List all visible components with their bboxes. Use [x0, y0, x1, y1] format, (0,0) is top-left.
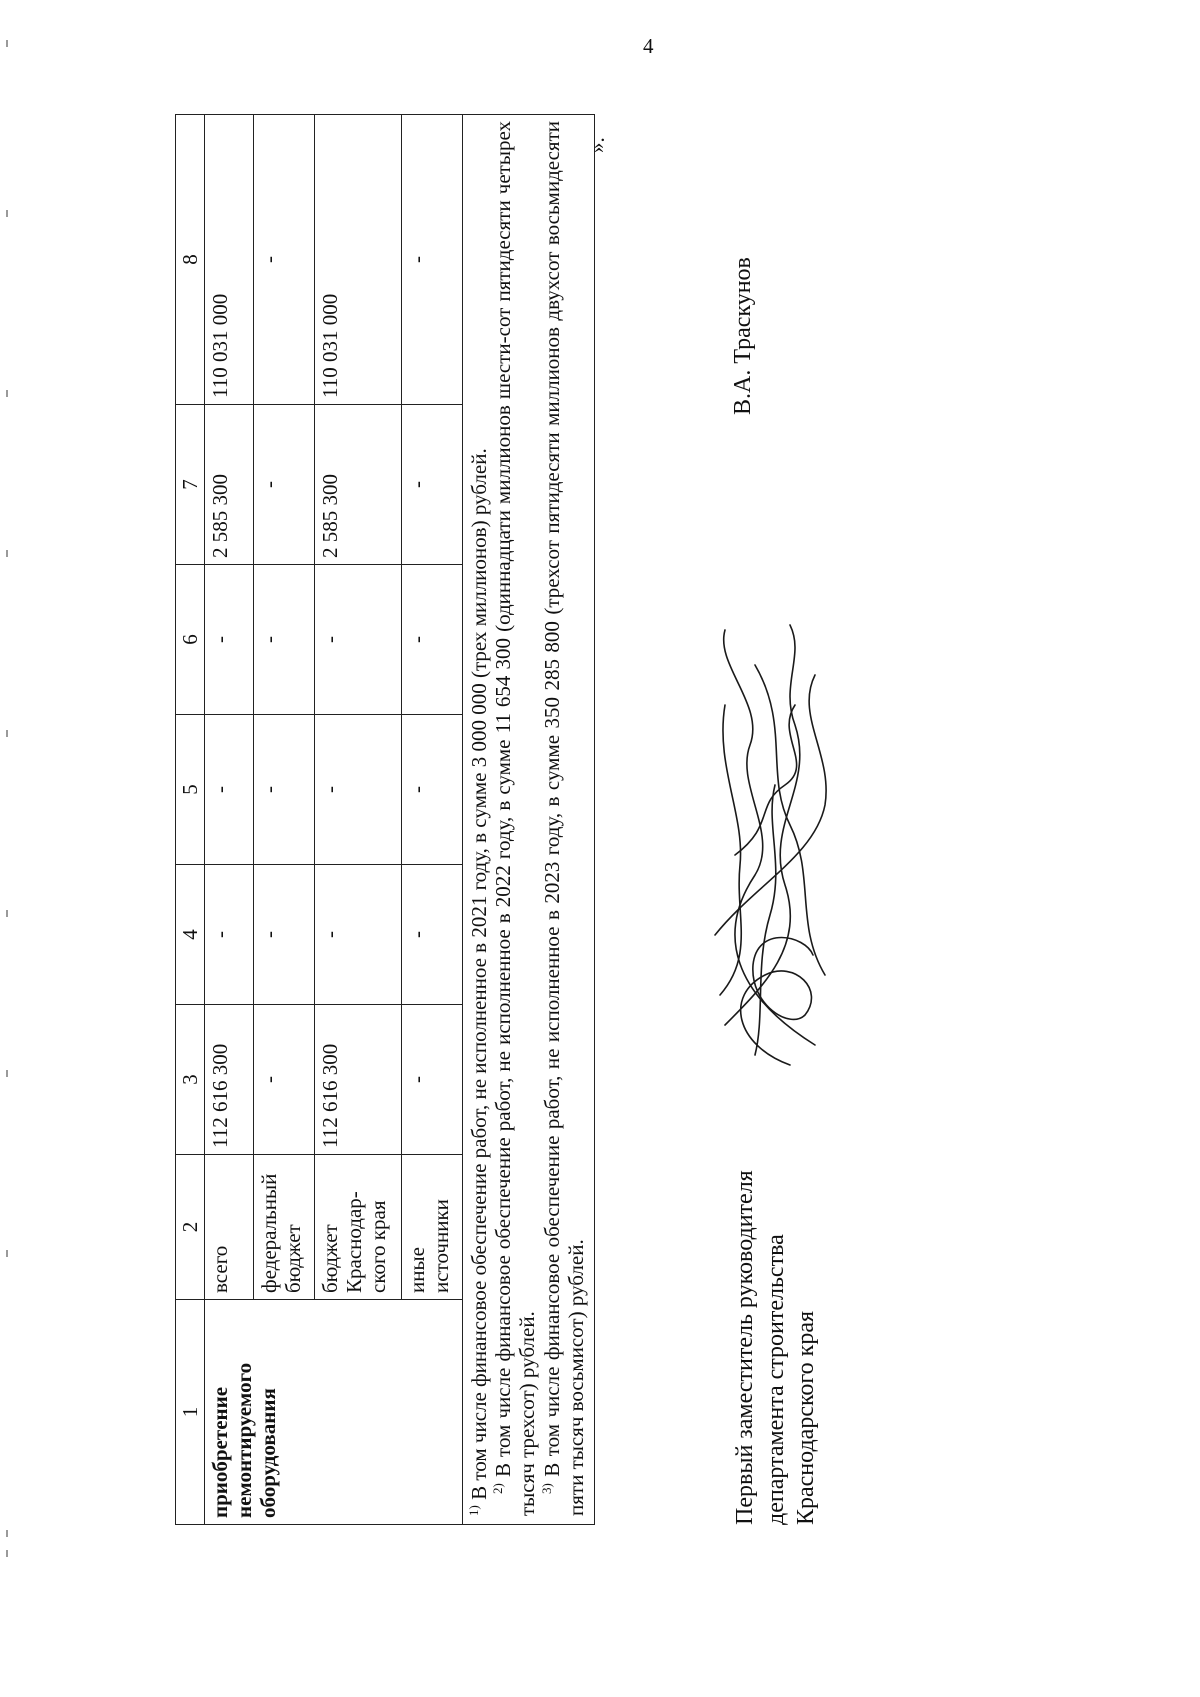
- col-number: 2: [176, 1155, 205, 1300]
- cell-col7: 2 585 300: [315, 405, 402, 565]
- footnotes-cell: [463, 115, 595, 1525]
- financing-table: [175, 114, 595, 1525]
- footnote: $^{1)}$ В том числе финансовое обеспечение работ, не исполненное в 2021 году, в сумме 3 000 000 (трех миллионов) рублей.: [466, 448, 492, 1516]
- funding-source: федеральный бюджет: [254, 1155, 315, 1300]
- col-number: 4: [176, 865, 205, 1005]
- cell-col5: -: [402, 715, 463, 865]
- table-row: [205, 115, 254, 1525]
- cell-col4: -: [402, 865, 463, 1005]
- cell-col5: -: [315, 715, 402, 865]
- rotated-content: [175, 115, 820, 1525]
- signer-name: В.А. Траскунов: [730, 257, 756, 415]
- cell-col7: -: [254, 405, 315, 565]
- funding-source: всего: [205, 1155, 254, 1300]
- cell-col8: 110 031 000: [315, 115, 402, 405]
- cell-col6: -: [205, 565, 254, 715]
- col-number: 8: [176, 115, 205, 405]
- footnote: $^{2)}$ В том числе финансовое обеспечение работ, не исполненное в 2022 году, в сумме 11 654 300 (одиннадцати миллионов шести-сот пятидесяти четырех тысяч трехсот) рублей.: [490, 120, 540, 1516]
- item-name: приобретение немонтируемого оборудования: [205, 1300, 463, 1525]
- handwritten-signature: [695, 605, 855, 1085]
- col-number: 1: [176, 1300, 205, 1525]
- closing-quote: ».: [585, 137, 609, 153]
- signer-position: Первый заместитель руководителя департамента строительства Краснодарского края: [732, 1170, 820, 1525]
- funding-source: бюджет Краснодар-ского края: [315, 1155, 402, 1300]
- cell-col3: 112 616 300: [205, 1005, 254, 1155]
- cell-col4: -: [254, 865, 315, 1005]
- cell-col3: 112 616 300: [315, 1005, 402, 1155]
- scan-margin-marks: [6, 30, 10, 1590]
- cell-col5: -: [205, 715, 254, 865]
- footnotes-row: [463, 115, 595, 1525]
- cell-col8: 110 031 000: [205, 115, 254, 405]
- cell-col5: -: [254, 715, 315, 865]
- page-number: 4: [643, 34, 654, 58]
- col-number: 7: [176, 405, 205, 565]
- col-number: 3: [176, 1005, 205, 1155]
- footnote: $^{3)}$ В том числе финансовое обеспечение работ, не исполненное в 2023 году, в сумме 350 285 800 (трехсот пятидесяти миллионов двухсот восьмидесяти пяти тысяч восьмисот) рублей.: [538, 121, 588, 1516]
- col-number: 6: [176, 565, 205, 715]
- col-number: 5: [176, 715, 205, 865]
- cell-col7: -: [402, 405, 463, 565]
- cell-col6: -: [315, 565, 402, 715]
- cell-col8: -: [402, 115, 463, 405]
- cell-col4: -: [315, 865, 402, 1005]
- cell-col6: -: [402, 565, 463, 715]
- cell-col3: -: [254, 1005, 315, 1155]
- column-number-row: [176, 115, 205, 1525]
- cell-col6: -: [254, 565, 315, 715]
- cell-col8: -: [254, 115, 315, 405]
- funding-source: иные источники: [402, 1155, 463, 1300]
- cell-col4: -: [205, 865, 254, 1005]
- cell-col3: -: [402, 1005, 463, 1155]
- cell-col7: 2 585 300: [205, 405, 254, 565]
